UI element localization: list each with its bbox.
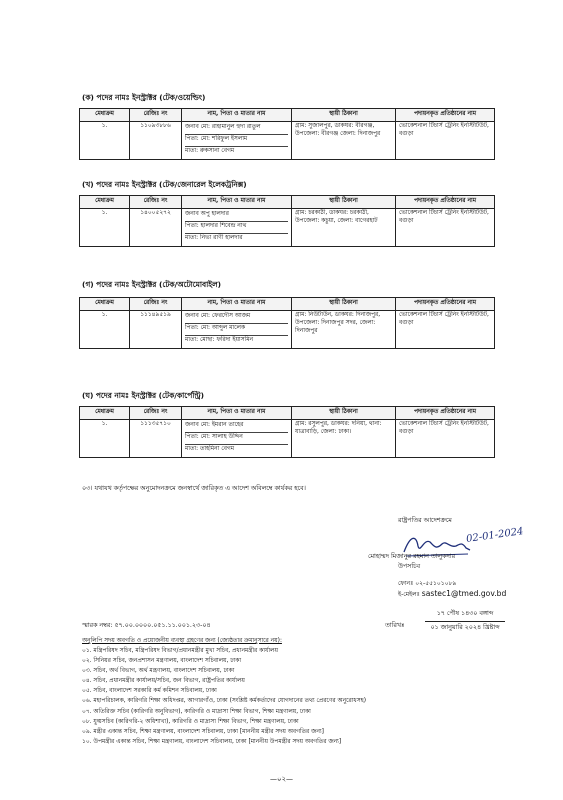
cell-serial: ১. — [80, 121, 130, 159]
col-serial: মেধাক্রম — [80, 196, 130, 209]
section-heading-gha: (ঘ) পদের নামঃ ইনস্ট্রাক্টর (টেক/কার্পেন্ট্রি) — [82, 391, 204, 400]
mother-name: মাতা: মোছা: ফরিদা ইয়াসমিন — [185, 335, 288, 347]
mother-name: মাতা: নিভা রাণী হালদার — [185, 233, 288, 245]
mother-name: মাতা: রুকসানা বেগম — [185, 146, 288, 158]
cell-address: গ্রাম: সুজালপুর, ডাকঘর: বীরগঞ্জ, উপজেলা: বীরগঞ্জ জেলা: দিনাজপুর — [292, 121, 396, 159]
section-heading-ka: (ক) পদের নামঃ ইনস্ট্রাক্টর (টেক/ওয়েল্ডিং) — [82, 93, 206, 102]
father-name: পিতা: মো: সালাহ উদ্দিন — [185, 432, 288, 444]
cell-address: গ্রাম: চরকাঠী, ডাকঘর: চরকাঠী, উপজেলা: কচুয়া, জেলা: বাগেরহাট — [292, 208, 396, 246]
cell-address: গ্রাম: নিউটাউন, ডাকঘর: দিনাজপুর, উপজেলা: দিনাজপুর সদর, জেলা: দিনাজপুর — [292, 310, 396, 348]
table-row — [80, 310, 495, 348]
cell-reg: ১৪০০৫২৭২ — [130, 208, 182, 246]
distribution-list — [82, 646, 366, 747]
cell-serial: ১. — [80, 208, 130, 246]
memo-number: স্মারক নম্বর: ৫৭.০০.০০০০.০৫১.১১.০০১.২৩-০৪ — [82, 622, 211, 629]
list-item: ০৬. মহাপরিচালক, কারিগরি শিক্ষা অধিদপ্তর, আগারগাঁও, ঢাকা (সংশ্লিষ্ট কর্মকর্তাদের যোগদানের তথ্য প্রেরণের অনুরোধসহ) — [82, 698, 366, 705]
col-address: স্থায়ী ঠিকানা — [292, 407, 396, 420]
col-institute: পদায়নকৃত প্রতিষ্ঠানের নাম — [396, 196, 495, 209]
signed-date: 02-01-2024 — [465, 526, 525, 545]
cell-institute: ভোকেশনাল টিচার্স ট্রেনিং ইনস্টিটিউট, বগুড়া — [396, 208, 495, 246]
list-item: ১০. উপমন্ত্রীর একান্ত সচিব, শিক্ষা মন্ত্রণালয়, বাংলাদেশ সচিবালয়, ঢাকা [মাননীয় উপমন্ত্রীর সদয় অবগতির জন্য] — [82, 738, 342, 745]
posting-table-ka — [79, 108, 495, 160]
section-heading-ga: (গ) পদের নামঃ ইনস্ট্রাক্টর (টেক/অটোমোবাইল) — [82, 280, 221, 289]
email-label: ই-মেইলঃ — [398, 591, 420, 598]
table-header-row — [80, 109, 495, 122]
signatory-name: মোহাম্মদ মিজানুর রহমান তালুকদার — [368, 553, 456, 560]
col-reg: রেজিঃ নং — [130, 196, 182, 209]
cell-name — [182, 310, 292, 348]
father-name: পিতা: হালদার শিবেন্দ্র নাথ — [185, 221, 288, 233]
distribution-title: অনুলিপি সদয় অবগতি ও প্রয়োজনীয় ব্যবস্থা গ্রহণের জন্য (জ্যেষ্ঠতার ক্রমানুসারে নয়): — [82, 638, 282, 644]
section-heading-kha: (খ) পদের নামঃ ইনস্ট্রাক্টর (টেক/জেনারেল ইলেকট্রনিক্স) — [82, 180, 247, 189]
col-name: নাম, পিতা ও মাতার নাম — [182, 196, 292, 209]
list-item: ০৪. সচিব, প্রধানমন্ত্রীর কার্যালয়/সচিব, জন বিভাগ, রাষ্ট্রপতির কার্যালয় — [82, 678, 245, 685]
father-name: পিতা: মো: আব্দুল মালেক — [185, 323, 288, 335]
cell-reg: ১১১৪৯৫১৯ — [130, 310, 182, 348]
table-row — [80, 208, 495, 246]
cell-address: গ্রাম: রসুলপুর, ডাকঘর: দনিয়া, থানা: যাত্রাবাড়ি, জেলা: ঢাকা। — [292, 419, 396, 457]
effective-clause: ০৩। যথাযথ কর্তৃপক্ষের অনুমোদনক্রমে জনস্বার্থে জারিকৃত এ আদেশ অবিলম্বে কার্যকর হবে। — [82, 485, 306, 492]
candidate-name: জনাব মো: ইমরান তাহের — [185, 422, 244, 429]
col-reg: রেজিঃ নং — [130, 109, 182, 122]
posting-table-kha — [79, 195, 495, 247]
col-institute: পদায়নকৃত প্রতিষ্ঠানের নাম — [396, 109, 495, 122]
col-serial: মেধাক্রম — [80, 109, 130, 122]
col-address: স্থায়ী ঠিকানা — [292, 109, 396, 122]
page-number: —০২— — [269, 775, 294, 783]
list-item: ০৫. সচিব, বাংলাদেশ সরকারি কর্ম কমিশন সচিবালয়, ঢাকা — [82, 688, 217, 695]
list-item: ০১. মন্ত্রিপরিষদ সচিব, মন্ত্রিপরিষদ বিভাগ/প্রধানমন্ত্রীর মুখ্য সচিব, প্রধানমন্ত্রীর কার্যালয় — [82, 648, 278, 654]
date-bangla: ১৭ পৌষ ১৪৩০ বঙ্গাব্দ — [425, 608, 505, 622]
cell-reg: ১১০৯৩৮৮৬ — [130, 121, 182, 159]
email-link[interactable]: sastec1@tmed.gov.bd — [421, 589, 507, 598]
list-item: ০৯. মন্ত্রীর একান্ত সচিব, শিক্ষা মন্ত্রণালয়, বাংলাদেশ সচিবালয়, ঢাকা [মাননীয় মন্ত্রীর সদয় অবগতির জন্য] — [82, 728, 324, 735]
signatory-designation: উপসচিব — [398, 563, 421, 570]
col-institute: পদায়নকৃত প্রতিষ্ঠানের নাম — [396, 407, 495, 420]
cell-serial: ১. — [80, 419, 130, 457]
col-name: নাম, পিতা ও মাতার নাম — [182, 109, 292, 122]
cell-name — [182, 208, 292, 246]
list-item: ০২. সিনিয়র সচিব, জনপ্রশাসন মন্ত্রণালয়, বাংলাদেশ সচিবালয়, ঢাকা — [82, 658, 242, 665]
cell-institute: ভোকেশনাল টিচার্স ট্রেনিং ইনস্টিটিউট, বগুড়া — [396, 419, 495, 457]
posting-table-gha — [79, 406, 495, 458]
cell-serial: ১. — [80, 310, 130, 348]
col-reg: রেজিঃ নং — [130, 407, 182, 420]
col-address: স্থায়ী ঠিকানা — [292, 298, 396, 311]
signatory-email-row — [398, 589, 506, 600]
table-header-row — [80, 196, 495, 209]
list-item: ০৭. অতিরিক্ত সচিব (কারিগরি অনুবিভাগ), কারিগরি ও মাদ্রাসা শিক্ষা বিভাগ, শিক্ষা মন্ত্রণালয়, ঢাকা — [82, 708, 311, 715]
table-row — [80, 121, 495, 159]
col-serial: মেধাক্রম — [80, 407, 130, 420]
signatory-phone: ফোনঃ ০২-৫৫১০১০৮৯ — [398, 580, 457, 587]
list-item: ০৮. যুগ্মসচিব (কারিগরি-২ অধিশাখা), কারিগরি ও মাদ্রাসা শিক্ষা বিভাগ, শিক্ষা মন্ত্রণালয়, ঢাকা — [82, 718, 299, 725]
col-serial: মেধাক্রম — [80, 298, 130, 311]
table-header-row — [80, 407, 495, 420]
candidate-name: জনাব মো: রাহামানুল হুদা রাতুল — [185, 124, 261, 131]
col-address: স্থায়ী ঠিকানা — [292, 196, 396, 209]
order-line: রাষ্ট্রপতির আদেশক্রমে — [398, 517, 452, 524]
table-header-row — [80, 298, 495, 311]
list-item: ০৩. সচিব, অর্থ বিভাগ, অর্থ মন্ত্রণালয়, বাংলাদেশ সচিবালয়, ঢাকা — [82, 668, 235, 675]
date-label: তারিখঃ — [385, 622, 405, 629]
cell-reg: ১১১৩৫৭১০ — [130, 419, 182, 457]
table-row — [80, 419, 495, 457]
candidate-name: জনাব মো: ফেরদৌস আজম — [185, 313, 251, 320]
col-name: নাম, পিতা ও মাতার নাম — [182, 298, 292, 311]
col-name: নাম, পিতা ও মাতার নাম — [182, 407, 292, 420]
col-reg: রেজিঃ নং — [130, 298, 182, 311]
cell-institute: ভোকেশনাল টিচার্স ট্রেনিং ইনস্টিটিউট, বগুড়া — [396, 121, 495, 159]
candidate-name: জনাব অপু হালদার — [185, 211, 229, 218]
cell-name — [182, 419, 292, 457]
col-institute: পদায়নকৃত প্রতিষ্ঠানের নাম — [396, 298, 495, 311]
posting-table-ga — [79, 297, 495, 349]
mother-name: মাতা: তাহমিনা বেগম — [185, 444, 288, 456]
father-name: পিতা: মো: শরিফুল ইসলাম — [185, 134, 288, 146]
date-gregorian: ০১ জানুয়ারি ২০২৪ খ্রিষ্টাব্দ — [430, 624, 500, 631]
cell-institute: ভোকেশনাল টিচার্স ট্রেনিং ইনস্টিটিউট, বগুড়া — [396, 310, 495, 348]
cell-name — [182, 121, 292, 159]
